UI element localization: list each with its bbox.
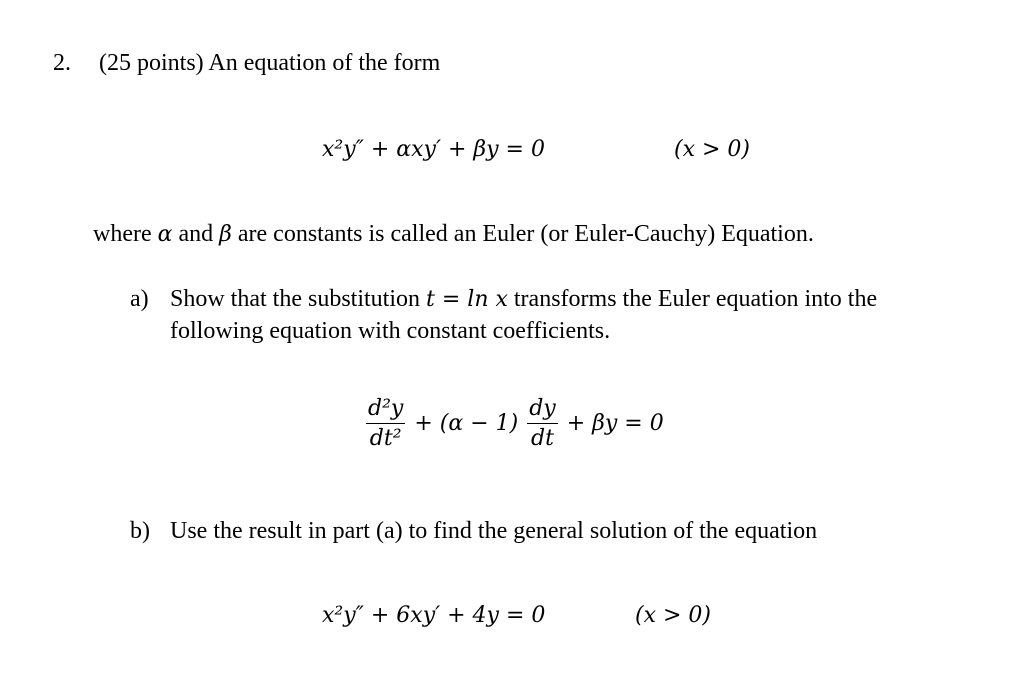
- transformed-middle: + (α − 1): [414, 411, 519, 436]
- beta-symbol: β: [219, 222, 232, 247]
- second-derivative-fraction: [366, 398, 405, 450]
- definition-text: [93, 221, 814, 248]
- problem-points: (25 points): [99, 50, 204, 76]
- frac1-numerator: d²y: [366, 398, 405, 424]
- alpha-symbol: α: [157, 222, 173, 247]
- part-b-text: Use the result in part (a) to find the general solution of the equation: [170, 518, 818, 544]
- part-b-label: b): [130, 518, 150, 544]
- definition-part-3: are constants is called an Euler (or Euler-Cauchy) Equation.: [231, 221, 814, 247]
- euler-equation-condition: (x > 0): [674, 137, 750, 162]
- problem-number: 2.: [53, 50, 71, 76]
- transformed-tail: + βy = 0: [566, 411, 664, 436]
- part-a-text-post: transforms the Euler equation into the: [507, 286, 878, 312]
- substitution-math: t = ln x: [426, 287, 508, 312]
- part-a-line-1: [170, 286, 877, 313]
- frac2-denominator: dt: [531, 426, 554, 451]
- frac2-numerator: dy: [527, 398, 558, 424]
- part-a-line-2: following equation with constant coefficients.: [170, 318, 611, 344]
- transformed-equation: [364, 398, 664, 450]
- frac1-denominator: dt²: [369, 426, 402, 451]
- problem-intro: An equation of the form: [208, 50, 441, 76]
- part-a-label: a): [130, 286, 149, 312]
- first-derivative-fraction: [527, 398, 558, 450]
- definition-part-1: where: [93, 221, 158, 247]
- definition-part-2: and: [172, 221, 220, 247]
- specific-equation-condition: (x > 0): [635, 603, 711, 628]
- part-a-text-pre: Show that the substitution: [170, 286, 427, 312]
- euler-equation: x²y″ + αxy′ + βy = 0: [322, 137, 545, 162]
- specific-equation: x²y″ + 6xy′ + 4y = 0: [322, 603, 546, 628]
- problem-header: [53, 50, 440, 77]
